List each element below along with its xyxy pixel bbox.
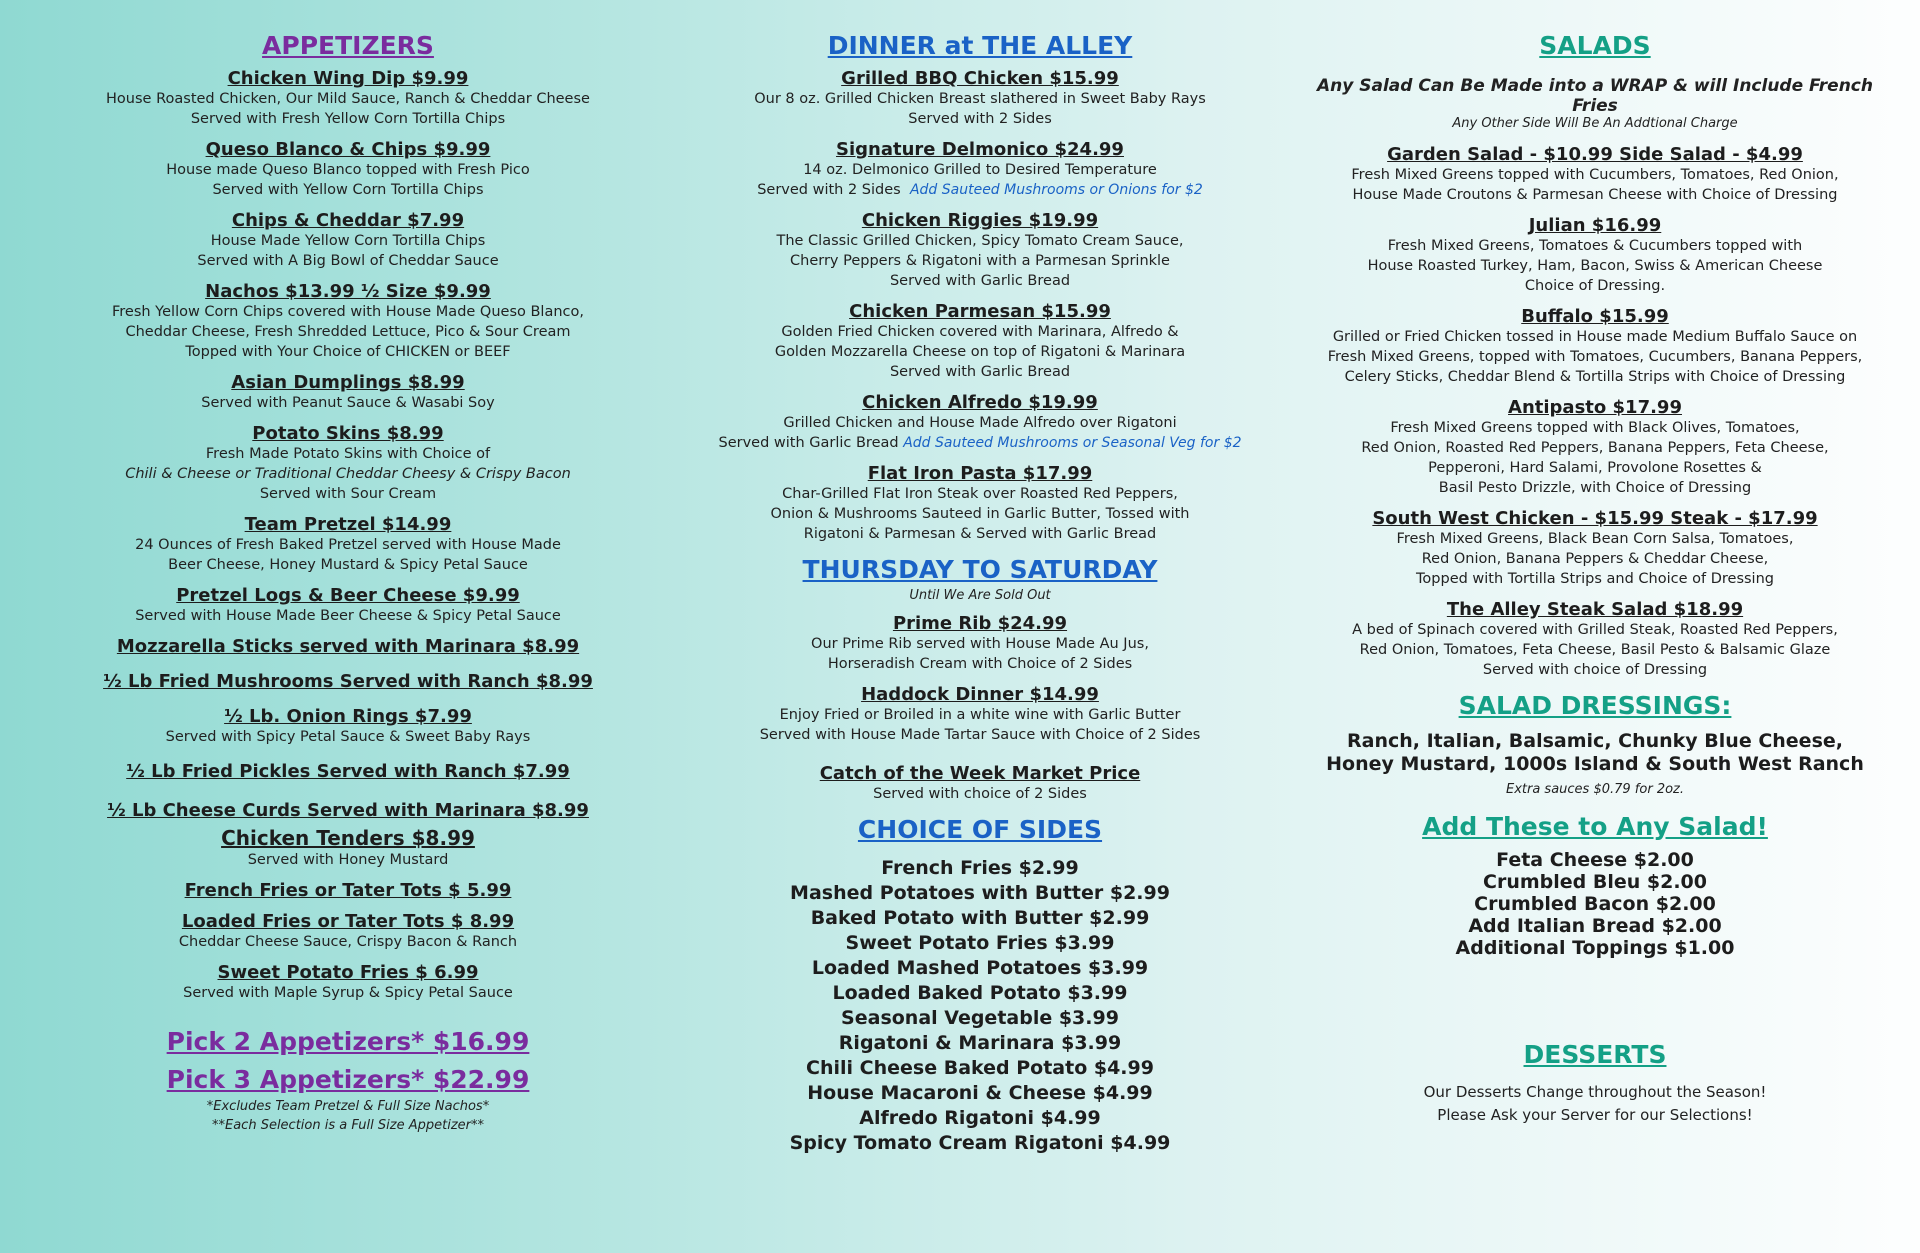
item-desc: Horseradish Cream with Choice of 2 Sides (827, 656, 1133, 672)
item-name: Pretzel Logs & Beer Cheese $9.99 (176, 585, 520, 606)
pick-3-offer: Pick 3 Appetizers* $22.99 (166, 1065, 530, 1094)
item-desc: Choice of Dressing. (1524, 278, 1666, 294)
menu-item (88, 372, 608, 413)
item-desc: Served with Maple Syrup & Spicy Petal Sauce (183, 985, 513, 1001)
appetizers-heading: APPETIZERS (262, 31, 434, 60)
salads-heading: SALADS (1539, 31, 1651, 60)
item-desc: Onion & Mushrooms Sauteed in Garlic Butter, Tossed with (770, 506, 1190, 522)
menu-item (700, 613, 1260, 674)
item-desc: House Made Croutons & Parmesan Cheese with Choice of Dressing (1352, 187, 1838, 203)
menu-item (88, 962, 608, 1003)
menu-item (700, 68, 1260, 129)
item-desc: Served with A Big Bowl of Cheddar Sauce (197, 253, 499, 269)
item-desc: Rigatoni & Parmesan & Served with Garlic Bread (803, 526, 1157, 542)
item-name: South West Chicken - $15.99 Steak - $17.99 (1372, 508, 1818, 529)
item-desc: The Classic Grilled Chicken, Spicy Tomato Cream Sauce, (776, 233, 1184, 249)
item-desc-line: Served with Garlic Bread (718, 435, 899, 451)
menu-item (88, 706, 608, 747)
item-name: Potato Skins $8.99 (252, 423, 444, 444)
menu-item (1310, 306, 1880, 387)
item-desc: Cherry Peppers & Rigatoni with a Parmesan Sprinkle (790, 253, 1170, 269)
item-name: Signature Delmonico $24.99 (836, 139, 1124, 160)
menu-item (700, 139, 1260, 200)
thursday-subtitle: Until We Are Sold Out (909, 588, 1051, 603)
addons-heading: Add These to Any Salad! (1422, 812, 1768, 841)
item-name: ½ Lb Fried Mushrooms Served with Ranch $8.99 (103, 671, 593, 692)
item-desc: Golden Fried Chicken covered with Marinara, Alfredo & (781, 324, 1179, 340)
pick-2-offer: Pick 2 Appetizers* $16.99 (166, 1027, 530, 1056)
menu-item (1310, 215, 1880, 296)
item-name: Queso Blanco & Chips $9.99 (205, 139, 491, 160)
menu-item (1310, 599, 1880, 680)
side-item: Rigatoni & Marinara $3.99 (838, 1032, 1122, 1054)
desserts-line: Please Ask your Server for our Selections! (1437, 1106, 1753, 1124)
item-name: Chicken Wing Dip $9.99 (227, 68, 469, 89)
item-name: Haddock Dinner $14.99 (861, 684, 1099, 705)
addon-item: Additional Toppings $1.00 (1455, 937, 1735, 959)
extra-sauce-note: Extra sauces $0.79 for 2oz. (1505, 782, 1684, 797)
item-desc: Served with Sour Cream (259, 486, 437, 502)
item-name: Chicken Tenders $8.99 (221, 826, 475, 850)
item-desc: Fresh Mixed Greens, topped with Tomatoes, Cucumbers, Banana Peppers, (1327, 349, 1863, 365)
menu-item (700, 301, 1260, 382)
item-name: Nachos $13.99 ½ Size $9.99 (205, 281, 491, 302)
item-name: Chips & Cheddar $7.99 (231, 210, 465, 231)
menu-item (88, 761, 608, 782)
menu-item (700, 463, 1260, 544)
item-name: Mozzarella Sticks served with Marinara $8.99 (116, 636, 580, 657)
item-desc: Served with Peanut Sauce & Wasabi Soy (201, 395, 495, 411)
salads-column (1310, 30, 1880, 1127)
item-desc: Fresh Mixed Greens topped with Cucumbers, Tomatoes, Red Onion, (1351, 167, 1839, 183)
side-item: Sweet Potato Fries $3.99 (845, 932, 1115, 954)
menu-item (88, 585, 608, 626)
item-desc: House Roasted Chicken, Our Mild Sauce, Ranch & Cheddar Cheese (106, 91, 590, 107)
menu-item (88, 671, 608, 692)
addon-item: Crumbled Bleu $2.00 (1483, 871, 1707, 893)
item-desc: Pepperoni, Hard Salami, Provolone Rosettes & (1428, 460, 1762, 476)
menu-item (1310, 144, 1880, 205)
item-desc: 24 Ounces of Fresh Baked Pretzel served with House Made (135, 537, 561, 553)
dinner-heading: DINNER at THE ALLEY (827, 31, 1133, 60)
item-desc: Served with Spicy Petal Sauce & Sweet Baby Rays (165, 729, 531, 745)
addon-note: Add Sauteed Mushrooms or Onions for $2 (909, 182, 1203, 198)
item-desc: Served with Yellow Corn Tortilla Chips (212, 182, 484, 198)
item-desc: Cheddar Cheese, Fresh Shredded Lettuce, Pico & Sour Cream (125, 324, 571, 340)
item-desc: Red Onion, Tomatoes, Feta Cheese, Basil Pesto & Balsamic Glaze (1359, 642, 1831, 658)
item-desc: Served with Garlic Bread (889, 364, 1071, 380)
item-name: Prime Rib $24.99 (892, 613, 1068, 634)
side-item: French Fries $2.99 (881, 857, 1079, 879)
item-desc: Chili & Cheese or Traditional Cheddar Cheesy & Crispy Bacon (125, 466, 571, 482)
item-desc: Cheddar Cheese Sauce, Crispy Bacon & Ranch (178, 934, 518, 950)
menu-item (700, 210, 1260, 291)
item-name: French Fries or Tater Tots $ 5.99 (184, 880, 512, 901)
menu-item (700, 684, 1260, 745)
side-item: Spicy Tomato Cream Rigatoni $4.99 (789, 1132, 1171, 1154)
item-name: Chicken Parmesan $15.99 (849, 301, 1111, 322)
side-item: Chili Cheese Baked Potato $4.99 (806, 1057, 1154, 1079)
item-desc: Topped with Your Choice of CHICKEN or BEEF (185, 344, 511, 360)
item-desc: Topped with Tortilla Strips and Choice of Dressing (1416, 571, 1774, 587)
dressings-heading: SALAD DRESSINGS: (1458, 691, 1732, 720)
sides-heading: CHOICE OF SIDES (857, 815, 1103, 844)
menu-item (700, 763, 1260, 804)
sides-list (700, 856, 1260, 1156)
menu-item (88, 514, 608, 575)
addon-item: Add Italian Bread $2.00 (1468, 915, 1722, 937)
item-name: Garden Salad - $10.99 Side Salad - $4.99 (1387, 144, 1803, 165)
item-name: Buffalo $15.99 (1521, 306, 1669, 327)
item-name: Catch of the Week Market Price (819, 763, 1141, 784)
menu-item (88, 139, 608, 200)
item-desc (700, 433, 1260, 453)
menu-item (700, 392, 1260, 453)
item-desc: Our Prime Rib served with House Made Au Jus, (811, 636, 1149, 652)
item-name: Chicken Alfredo $19.99 (862, 392, 1098, 413)
menu-item (1310, 508, 1880, 589)
item-name: Asian Dumplings $8.99 (231, 372, 465, 393)
wrap-note: Any Salad Can Be Made into a WRAP & will Include French Fries (1316, 76, 1873, 116)
item-desc (700, 180, 1260, 200)
item-name: Antipasto $17.99 (1508, 397, 1682, 418)
item-desc: Served with House Made Tartar Sauce with Choice of 2 Sides (759, 727, 1201, 743)
item-desc: Fresh Mixed Greens, Tomatoes & Cucumbers topped with (1387, 238, 1803, 254)
item-name: Chicken Riggies $19.99 (861, 210, 1099, 231)
item-desc: Char-Grilled Flat Iron Steak over Roasted Red Peppers, (782, 486, 1178, 502)
thursday-heading: THURSDAY TO SATURDAY (802, 555, 1158, 584)
menu-item (1310, 397, 1880, 498)
menu-item (88, 423, 608, 504)
side-item: House Macaroni & Cheese $4.99 (807, 1082, 1153, 1104)
item-desc: Served with choice of 2 Sides (873, 786, 1087, 802)
item-desc: House Roasted Turkey, Ham, Bacon, Swiss & American Cheese (1367, 258, 1823, 274)
menu-item (88, 636, 608, 657)
item-desc: Red Onion, Banana Peppers & Cheddar Cheese, (1421, 551, 1769, 567)
item-name: ½ Lb Fried Pickles Served with Ranch $7.99 (126, 761, 570, 782)
item-name: Flat Iron Pasta $17.99 (867, 463, 1093, 484)
item-desc: Golden Mozzarella Cheese on top of Rigatoni & Marinara (774, 344, 1186, 360)
appetizer-note: **Each Selection is a Full Size Appetizer** (212, 1118, 484, 1133)
item-desc: Basil Pesto Drizzle, with Choice of Dressing (1438, 480, 1752, 496)
item-desc: Served with choice of Dressing (1482, 662, 1708, 678)
menu-item (88, 827, 608, 870)
item-desc: Beer Cheese, Honey Mustard & Spicy Petal Sauce (168, 557, 528, 573)
item-name: Grilled BBQ Chicken $15.99 (841, 68, 1119, 89)
menu-item (88, 800, 608, 821)
addon-note: Add Sauteed Mushrooms or Seasonal Veg for $2 (903, 435, 1242, 451)
item-name: ½ Lb. Onion Rings $7.99 (224, 706, 472, 727)
item-desc: Grilled or Fried Chicken tossed in House made Medium Buffalo Sauce on (1332, 329, 1858, 345)
item-name: Loaded Fries or Tater Tots $ 8.99 (181, 911, 515, 932)
item-desc: Enjoy Fried or Broiled in a white wine with Garlic Butter (779, 707, 1181, 723)
desserts-heading: DESSERTS (1523, 1040, 1667, 1069)
appetizer-note: *Excludes Team Pretzel & Full Size Nachos* (206, 1099, 490, 1114)
item-desc: Served with Garlic Bread (889, 273, 1071, 289)
item-desc: Fresh Mixed Greens topped with Black Olives, Tomatoes, (1390, 420, 1800, 436)
item-desc: Served with House Made Beer Cheese & Spicy Petal Sauce (135, 608, 561, 624)
item-desc: Red Onion, Roasted Red Peppers, Banana Peppers, Feta Cheese, (1361, 440, 1829, 456)
item-name: The Alley Steak Salad $18.99 (1446, 599, 1744, 620)
desserts-line: Our Desserts Change throughout the Season! (1423, 1083, 1767, 1101)
item-desc: House Made Yellow Corn Tortilla Chips (210, 233, 486, 249)
item-desc: A bed of Spinach covered with Grilled Steak, Roasted Red Peppers, (1352, 622, 1838, 638)
item-desc: Fresh Mixed Greens, Black Bean Corn Salsa, Tomatoes, (1396, 531, 1794, 547)
item-desc: Served with Honey Mustard (247, 852, 449, 868)
side-item: Loaded Baked Potato $3.99 (832, 982, 1128, 1004)
item-desc: 14 oz. Delmonico Grilled to Desired Temperature (803, 162, 1157, 178)
item-desc: Our 8 oz. Grilled Chicken Breast slathered in Sweet Baby Rays (754, 91, 1206, 107)
wrap-subnote: Any Other Side Will Be An Addtional Charge (1452, 116, 1738, 131)
menu-item (88, 880, 608, 901)
side-item: Loaded Mashed Potatoes $3.99 (811, 957, 1149, 979)
menu-item (88, 210, 608, 271)
item-desc: Grilled Chicken and House Made Alfredo over Rigatoni (783, 415, 1177, 431)
side-item: Alfredo Rigatoni $4.99 (859, 1107, 1101, 1129)
dressings-line: Honey Mustard, 1000s Island & South West Ranch (1326, 753, 1864, 775)
appetizers-column (88, 30, 608, 1135)
addons-list (1310, 849, 1880, 959)
item-desc: Served with Fresh Yellow Corn Tortilla Chips (190, 111, 506, 127)
item-desc: Fresh Yellow Corn Chips covered with House Made Queso Blanco, (111, 304, 584, 320)
menu-item (88, 68, 608, 129)
dinner-column (700, 30, 1260, 1156)
item-desc: Celery Sticks, Cheddar Blend & Tortilla Strips with Choice of Dressing (1344, 369, 1846, 385)
menu-item (88, 911, 608, 952)
side-item: Mashed Potatoes with Butter $2.99 (790, 882, 1170, 904)
side-item: Baked Potato with Butter $2.99 (810, 907, 1150, 929)
item-name: Julian $16.99 (1528, 215, 1662, 236)
item-desc: Fresh Made Potato Skins with Choice of (205, 446, 491, 462)
addon-item: Feta Cheese $2.00 (1496, 849, 1694, 871)
item-desc: Served with 2 Sides (908, 111, 1052, 127)
item-name: Sweet Potato Fries $ 6.99 (217, 962, 479, 983)
item-name: Team Pretzel $14.99 (244, 514, 452, 535)
item-desc-line: Served with 2 Sides (757, 182, 901, 198)
dressings-line: Ranch, Italian, Balsamic, Chunky Blue Cheese, (1347, 730, 1843, 752)
item-name: ½ Lb Cheese Curds Served with Marinara $8.99 (107, 800, 589, 821)
addon-item: Crumbled Bacon $2.00 (1474, 893, 1716, 915)
item-desc: House made Queso Blanco topped with Fresh Pico (166, 162, 530, 178)
side-item: Seasonal Vegetable $3.99 (841, 1007, 1119, 1029)
menu-item (88, 281, 608, 362)
